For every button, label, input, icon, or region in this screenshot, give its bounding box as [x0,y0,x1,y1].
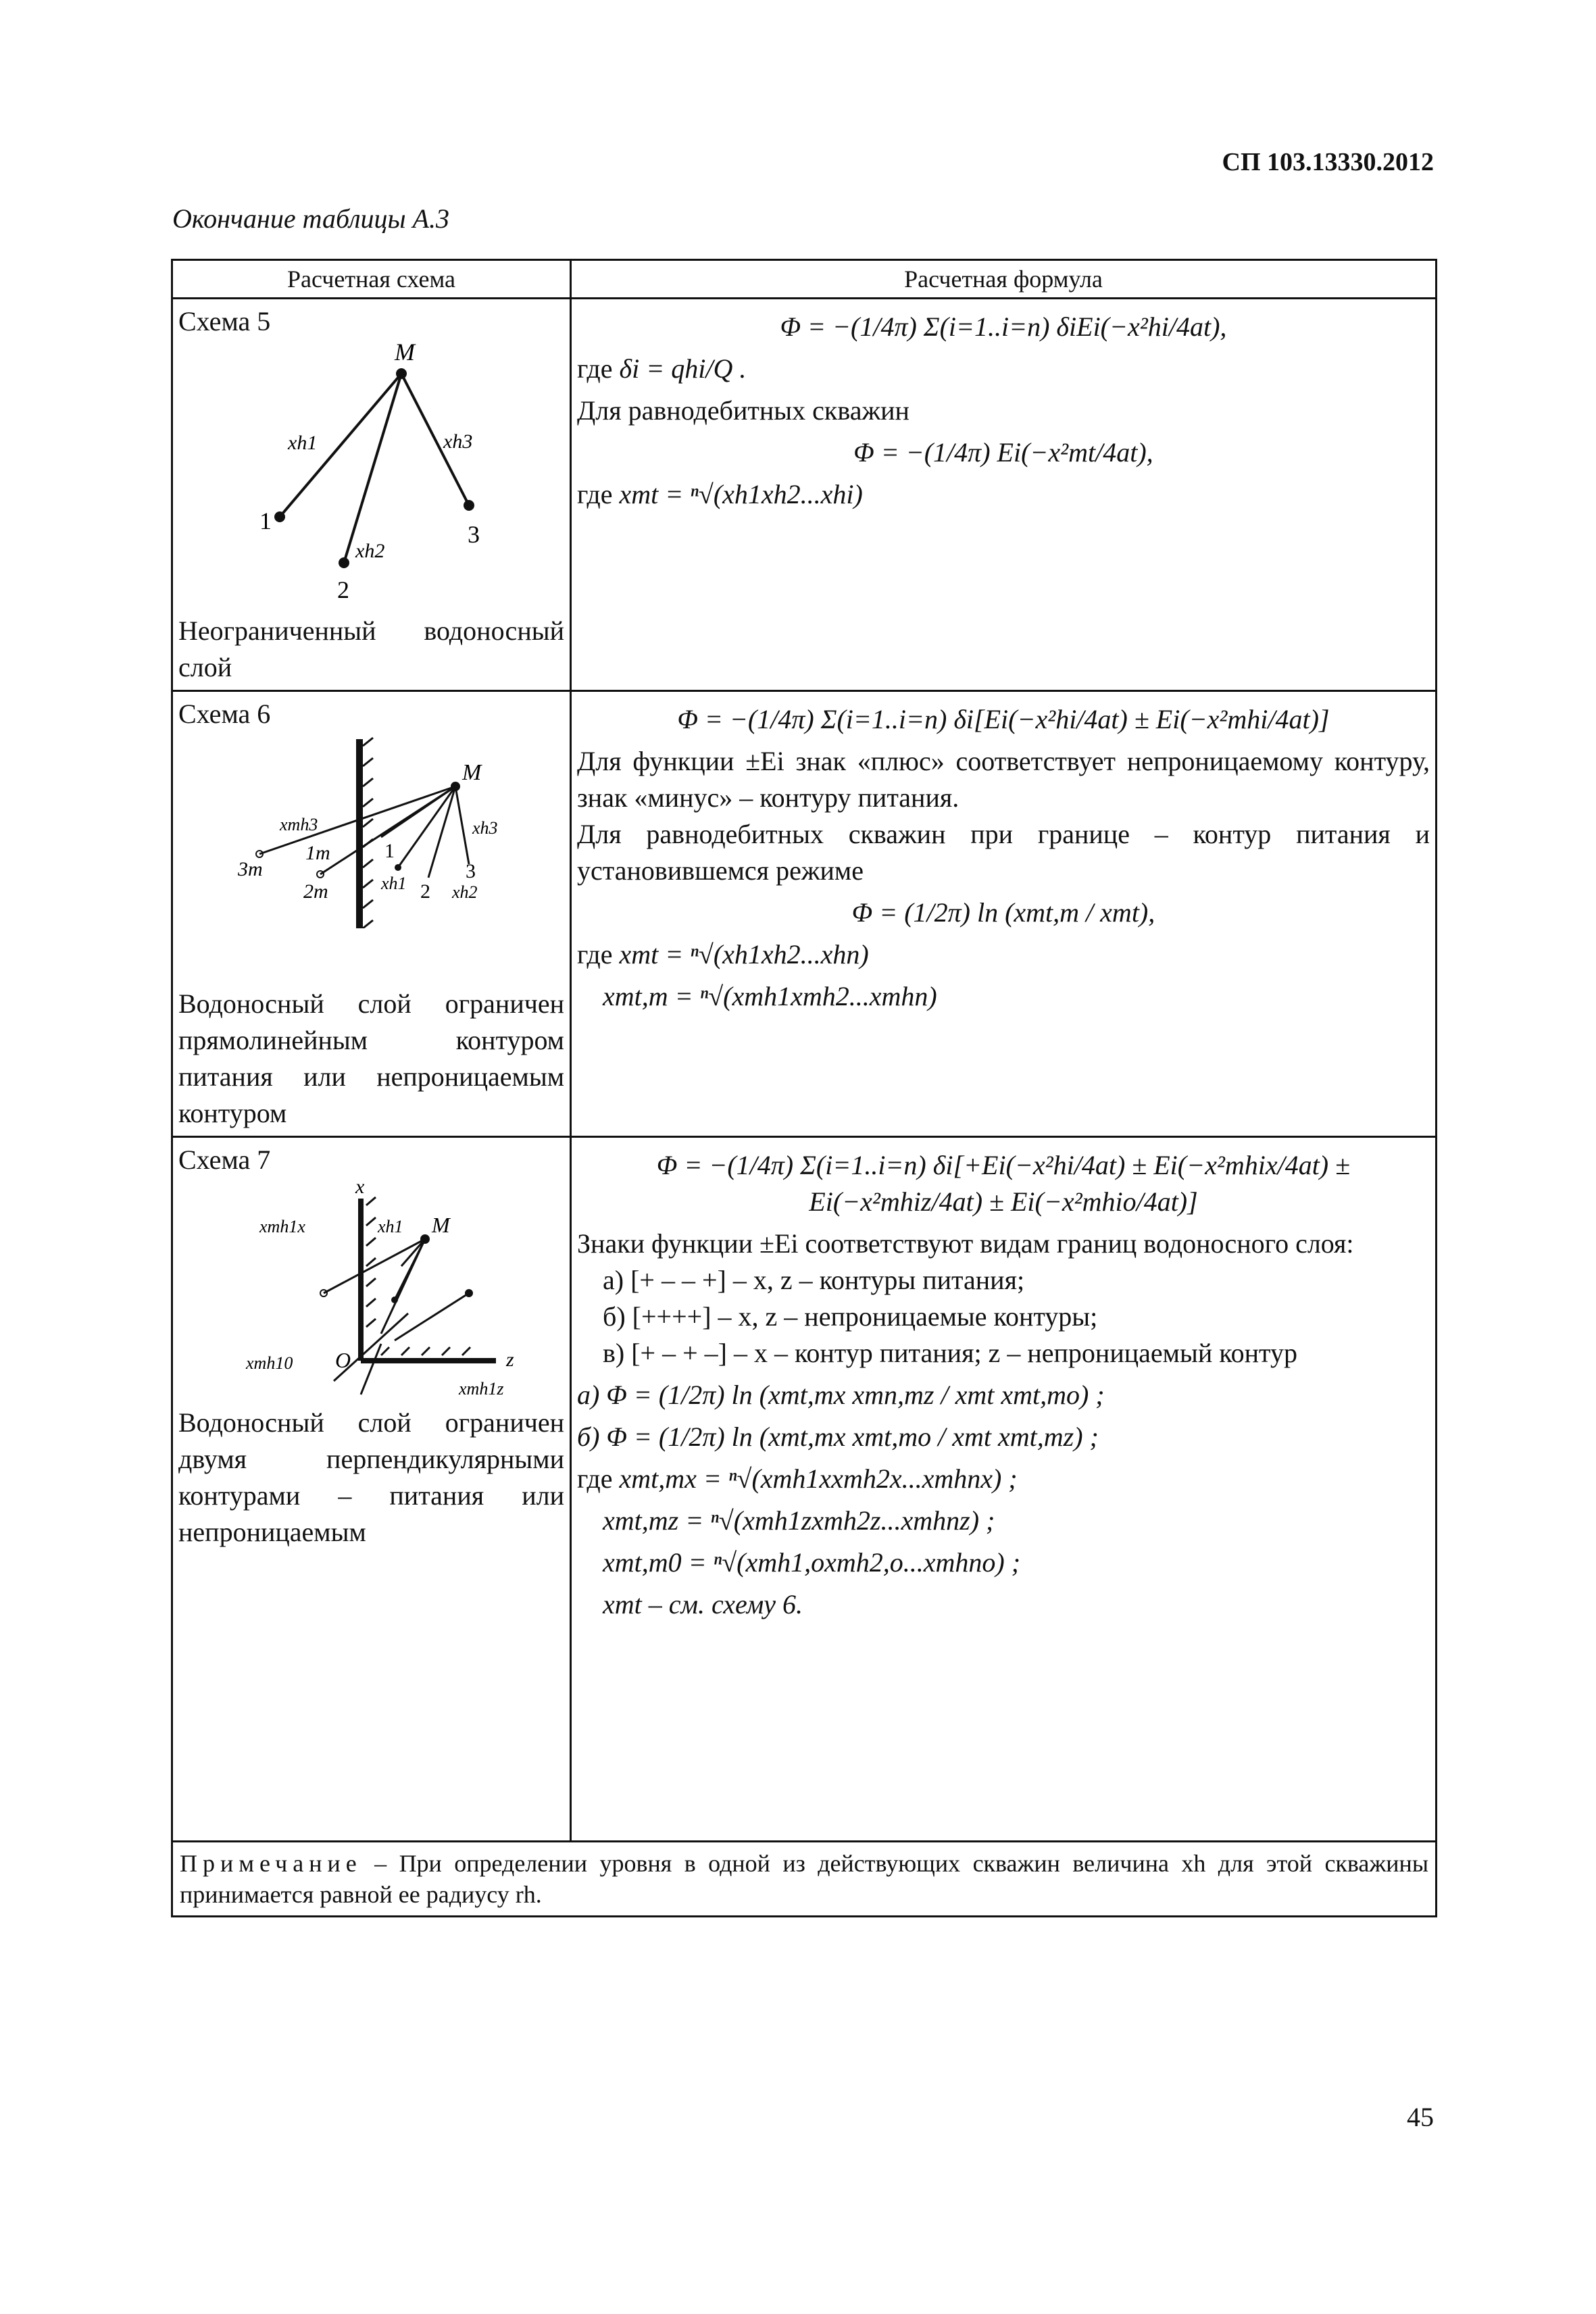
scheme7-label-xh1: xh1 [378,1217,403,1236]
scheme5-description: Неограниченный водоносный слой [178,615,564,682]
scheme7-formula-a: а) Φ = (1/2π) ln (xmt,mx xmn,mz / xmt xmt,mo) ; [577,1380,1105,1410]
scheme7-formula-main: Φ = −(1/4π) Σ(i=1..i=n) δi[+Ei(−x²hi/4at) ± Ei(−x²mhix/4at) ± Ei(−x²mhiz/4at) ± Ei(−x²mhio/4at)] [656,1150,1351,1217]
document-code: СП 103.13330.2012 [1222,148,1434,176]
scheme5-where-label: где [577,353,613,384]
scheme7-xmtmz-definition: xmt,mz = ⁿ√(xmh1zxmh2z...xmhnz) ; [603,1505,995,1536]
scheme5-xmt-definition [577,476,1430,513]
scheme6-text-equal-wells: Для равнодебитных скважин при границе – контур питания и установившемся режиме [577,819,1430,886]
scheme6-formula-ln: Φ = (1/2π) ln (xmt,m / xmt), [851,897,1155,928]
scheme6-cell [172,691,571,1137]
scheme5-label-3: 3 [468,521,480,548]
scheme6-label-3: 3 [466,860,476,882]
column-header-formula: Расчетная формула [571,260,1437,299]
note-text [173,1842,1435,1915]
scheme7-label-xmh1z: xmh1z [459,1379,504,1399]
scheme6-formula-main: Φ = −(1/4π) Σ(i=1..i=n) δi[Ei(−x²hi/4at) ± Ei(−x²mhi/4at)] [677,704,1330,734]
table-row-scheme5 [172,299,1437,691]
table-row-scheme6 [172,691,1437,1137]
scheme5-label-xh1: xh1 [288,432,318,454]
scheme5-equal-wells-text: Для равнодебитных скважин [577,395,909,426]
scheme7-label-O: O [335,1348,351,1372]
scheme6-description: Водоносный слой ограничен прямолинейным контуром питания или непроницаемым контуром [178,988,564,1128]
scheme6-diagram [178,732,557,928]
scheme7-formula-b: б) Φ = (1/2π) ln (xmt,mx xmt,mo / xmt xmt,mz) ; [577,1422,1099,1452]
scheme6-label-2: 2 [420,880,430,903]
scheme7-diagram [178,1178,557,1435]
scheme6-xmtm-definition: xmt,m = ⁿ√(xmh1xmh2...xmhn) [603,981,937,1011]
page-number: 45 [1407,2102,1434,2132]
scheme5-label: Схема 5 [178,306,271,336]
scheme6-xmt-definition [577,936,1430,973]
scheme6-label-1m: 1m [305,842,330,864]
scheme5-label-xh3: xh3 [443,430,473,453]
scheme6-label-xh3: xh3 [472,818,498,838]
scheme6-label-xmh3: xmh3 [280,815,318,834]
scheme5-formula-equal: Φ = −(1/4π) Ei(−x²mt/4at), [853,437,1153,468]
scheme7-label-z: z [506,1349,514,1371]
scheme5-cell [172,299,571,691]
scheme7-case-a: а) [+ – – +] – x, z – контуры питания; [603,1265,1025,1295]
scheme5-delta: δi = qhi/Q . [619,353,747,384]
scheme6-label-M: M [462,760,482,785]
scheme7-text-signs: Знаки функции ±Ei соответствуют видам границ водоносного слоя: [577,1228,1354,1259]
scheme7-label-M: M [432,1213,450,1237]
scheme7-label-xmh10: xmh10 [246,1353,293,1373]
scheme7-label-xmh1x: xmh1x [259,1217,305,1236]
scheme5-diagram [178,340,557,610]
scheme6-label: Схема 6 [178,699,271,729]
scheme6-where-label: где [577,939,613,970]
table-row-scheme7 [172,1137,1437,1842]
note-cell [172,1842,1437,1917]
scheme7-case-b: б) [++++] – x, z – непроницаемые контуры; [603,1301,1098,1332]
scheme7-formula-cell [571,1137,1437,1842]
formula-table [171,259,1437,1917]
table-row-note [172,1842,1437,1917]
scheme7-xmtmx-definition [577,1461,1430,1497]
scheme6-xmt: xmt = ⁿ√(xh1xh2...xhn) [619,939,869,970]
scheme5-label-1: 1 [259,507,272,534]
scheme5-formula-cell [571,299,1437,691]
note-body: – При определении уровня в одной из действующих скважин величина xh для этой скважины принимается равной ее радиусу rh. [180,1850,1428,1908]
table-header-row [172,260,1437,299]
column-header-scheme: Расчетная схема [172,260,571,299]
scheme6-label-2m: 2m [303,880,328,903]
scheme6-label-xh2: xh2 [452,882,478,902]
scheme7-xmtm0-definition: xmt,m0 = ⁿ√(xmh1,oxmh2,o...xmhno) ; [603,1547,1021,1578]
scheme7-label: Схема 7 [178,1145,271,1175]
note-label: Примечание [180,1850,362,1877]
scheme5-xmt: xmt = ⁿ√(xh1xh2...xhi) [619,479,863,509]
scheme5-where-label-2: где [577,479,613,509]
scheme7-cell [172,1137,571,1842]
scheme5-formula-main: Φ = −(1/4π) Σ(i=1..i=n) δiEi(−x²hi/4at), [780,311,1227,342]
scheme6-label-1: 1 [384,840,395,862]
scheme6-text-sign: Для функции ±Ei знак «плюс» соответствует непроницаемому контуру, знак «минус» – контуру питания. [577,746,1430,813]
scheme7-label-x: x [355,1178,365,1198]
scheme6-label-xh1: xh1 [381,874,407,893]
scheme5-label-M: M [395,340,415,366]
scheme6-label-3m: 3m [238,858,263,880]
scheme6-formula-cell [571,691,1437,1137]
scheme7-xmt-reference: xmt – см. схему 6. [603,1589,803,1619]
scheme7-xmtmx: xmt,mx = ⁿ√(xmh1xxmh2x...xmhnx) ; [619,1463,1018,1494]
scheme5-delta-definition [577,351,1430,387]
scheme5-label-xh2: xh2 [355,540,385,562]
scheme7-where-label: где [577,1463,613,1494]
table-caption: Окончание таблицы А.3 [172,203,450,234]
scheme7-case-c: в) [+ – + –] – x – контур питания; z – непроницаемый контур [603,1338,1297,1368]
scheme5-label-2: 2 [337,576,349,603]
scheme7-description: Водоносный слой ограничен двумя перпендикулярными контурами – питания или непроницаемым [178,1407,564,1547]
